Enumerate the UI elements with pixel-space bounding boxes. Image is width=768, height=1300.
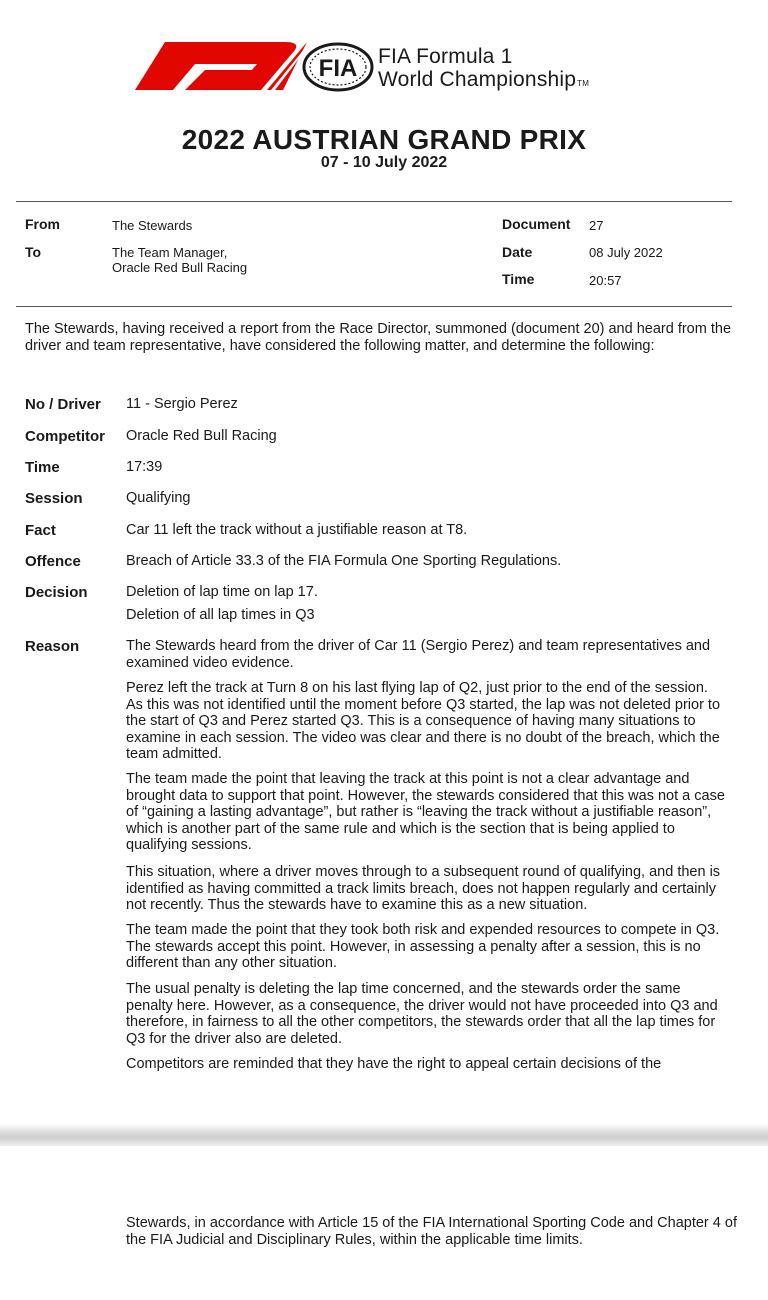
trademark-mark: TM (577, 79, 590, 88)
reason-label: Reason (25, 638, 80, 655)
date-value: 08 July 2022 (589, 245, 663, 260)
event-dates: 07 - 10 July 2022 (320, 154, 448, 171)
fact-label-competitor: Competitor (25, 428, 105, 445)
f1-logo-icon (135, 42, 307, 90)
divider-bottom (16, 306, 732, 307)
to-label: To (25, 244, 42, 260)
fact-label-driver: No / Driver (25, 396, 101, 413)
fact-value-fact: Car 11 left the track without a justifiable reason at T8. (126, 522, 468, 538)
event-name: AUSTRIAN GRAND PRIX (252, 124, 587, 155)
date-label: Date (502, 244, 533, 260)
championship-title-line2: World ChampionshipTM (378, 68, 590, 91)
reason-paragraph-5: The team made the point that they took both risk and expended resources to compete in Q3. The stewards accept this point. However, in assessing a penalty after a session, this is no different than any other situation. (126, 922, 720, 971)
fact-value-driver: 11 - Sergio Perez (126, 396, 238, 412)
fact-label-decision: Decision (25, 584, 88, 601)
reason-paragraph-6: The usual penalty is deleting the lap time concerned, and the stewards order the same penalty here. However, as a consequence, the driver would not have proceeded into Q3 and therefore, in fairness to all the other competitors, the stewards order that all the lap times for Q3 for the driver also are deleted. (126, 981, 718, 1047)
intro-paragraph: The Stewards, having received a report from the Race Director, summoned (document 20) and heard from the driver and team representative, have considered the following matter, and determine the following: (25, 321, 732, 354)
reason-paragraph-3: The team made the point that leaving the track at this point is not a clear advantage and brought data to support that point. However, the stewards considered that this was not a case of “gaining a lasting advantage”, but rather is “leaving the track without a justifiable reason”, which is another part of the same rule and which is the section that is being applied to qualifying sessions. (126, 771, 725, 853)
reason-paragraph-1: The Stewards heard from the driver of Car 11 (Sergio Perez) and team representatives and examined video evidence. (126, 638, 711, 671)
fia-logo-icon (302, 42, 374, 92)
fact-value-session: Qualifying (126, 490, 191, 506)
fia-logo-text: FIA (318, 55, 358, 82)
championship-title-line1: FIA Formula 1 (378, 45, 513, 68)
event-year: 2022 (181, 124, 246, 155)
fact-value-competitor: Oracle Red Bull Racing (126, 428, 277, 444)
from-label: From (25, 216, 60, 232)
next-page-paragraph: Stewards, in accordance with Article 15 of the FIA International Sporting Code and Chapter 4 of the FIA Judicial and Disciplinary Rules, within the applicable time limits. (126, 1215, 737, 1248)
fact-value-decision-2: Deletion of all lap times in Q3 (126, 607, 315, 623)
reason-paragraph-2: Perez left the track at Turn 8 on his last flying lap of Q2, just prior to the end of the session. As this was not identified until the moment before Q3 started, the lap was not deleted prior to the start of Q3 and Perez started Q3. This is a consequence of having many situations to examine in each session. The video was clear and there is no doubt of the breach, which the team admitted. (126, 680, 721, 762)
document-label: Document (502, 216, 571, 232)
document-value: 27 (589, 218, 604, 233)
divider-top (16, 201, 732, 202)
fact-value-offence: Breach of Article 33.3 of the FIA Formula One Sporting Regulations. (126, 553, 562, 569)
time-label: Time (502, 271, 535, 287)
fact-label-time: Time (25, 459, 60, 476)
page-break (0, 1124, 768, 1146)
event-title (0, 124, 768, 156)
from-value: The Stewards (112, 218, 193, 233)
to-value-line2: Oracle Red Bull Racing (112, 260, 248, 275)
to-value-line1: The Team Manager, (112, 245, 228, 260)
fact-label-session: Session (25, 490, 83, 507)
fact-label-offence: Offence (25, 553, 81, 570)
fact-value-decision-1: Deletion of lap time on lap 17. (126, 584, 318, 600)
fact-value-time: 17:39 (126, 459, 163, 475)
fact-label-fact: Fact (25, 522, 56, 539)
reason-paragraph-7: Competitors are reminded that they have the right to appeal certain decisions of the (126, 1056, 662, 1072)
reason-paragraph-4: This situation, where a driver moves through to a subsequent round of qualifying, and then is identified as having committed a track limits breach, does not happen regularly and certainly not recently. Thus the stewards have to examine this as a new situation. (126, 864, 721, 913)
time-value: 20:57 (589, 273, 622, 288)
